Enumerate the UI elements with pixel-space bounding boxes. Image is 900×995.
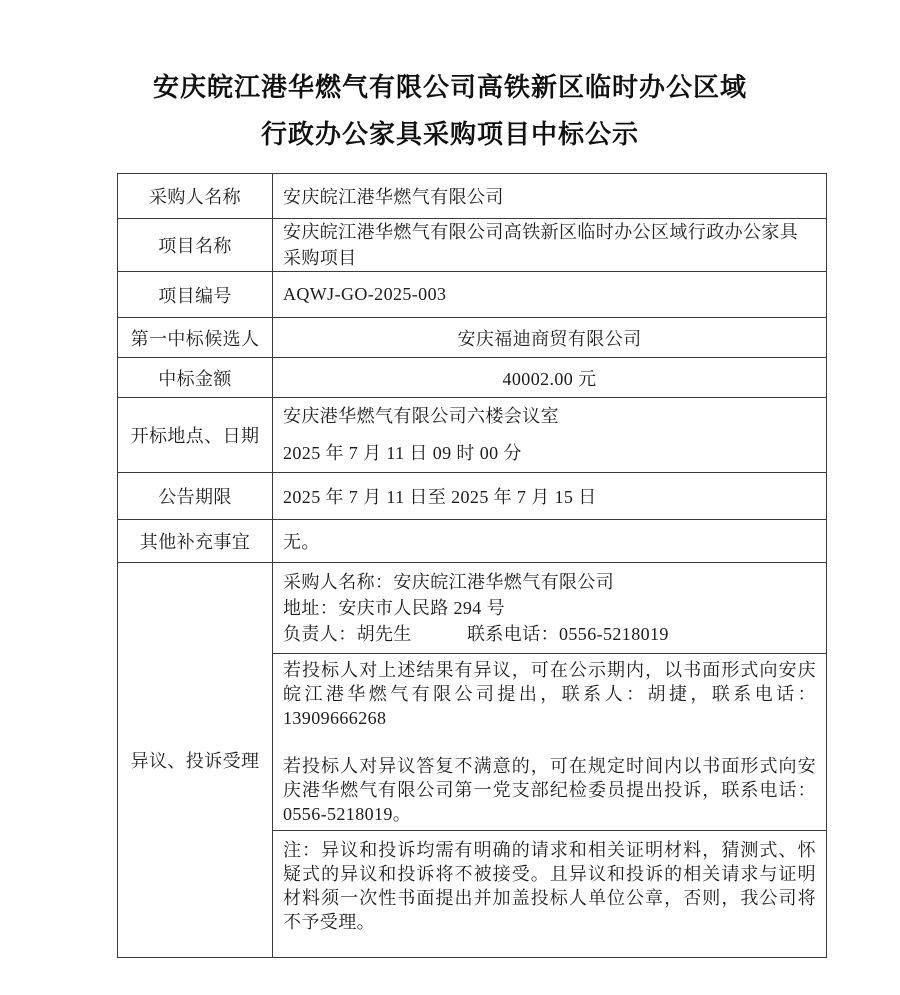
row-value-objection-contact <box>273 563 827 654</box>
row-label-purchaser-name: 采购人名称 <box>118 174 273 219</box>
objection-procedure-paragraph-1: 若投标人对上述结果有异议，可在公示期内，以书面形式向安庆皖江港华燃气有限公司提出，联系人：胡捷，联系电话：13909666268 <box>283 660 816 728</box>
row-label-announcement-period: 公告期限 <box>118 473 273 520</box>
row-value-purchaser-name: 安庆皖江港华燃气有限公司 <box>273 174 827 219</box>
row-value-bid-opening <box>273 398 827 473</box>
table-row-purchaser-name <box>118 174 827 219</box>
objection-contact-address: 地址：安庆市人民路 294 号 <box>283 598 505 618</box>
bid-opening-datetime: 2025 年 7 月 11 日 09 时 00 分 <box>283 443 522 463</box>
objection-contact-person-phone: 负责人：胡先生 联系电话：0556-5218019 <box>283 624 669 644</box>
row-label-first-winning-candidate: 第一中标候选人 <box>118 318 273 358</box>
row-value-first-winning-candidate: 安庆福迪商贸有限公司 <box>273 318 827 358</box>
row-value-objection-procedure <box>273 654 827 831</box>
page-title-line2: 行政办公家具采购项目中标公示 <box>260 120 639 149</box>
row-value-objection-note: 注：异议和投诉均需有明确的请求和相关证明材料，猜测式、怀疑式的异议和投诉将不被接受。且异议和投诉的相关请求与证明材料须一次性书面提出并加盖投标人单位公章，否则，我公司将不予受理。 <box>273 831 827 958</box>
table-row-winning-amount <box>118 358 827 398</box>
row-value-project-number: AQWJ-GO-2025-003 <box>273 272 827 318</box>
table-row-project-name <box>118 219 827 272</box>
table-row-objection-contact <box>118 563 827 654</box>
row-label-objection-handling: 异议、投诉受理 <box>118 563 273 958</box>
objection-contact-purchaser: 采购人名称：安庆皖江港华燃气有限公司 <box>283 572 615 592</box>
row-label-other-matters: 其他补充事宜 <box>118 520 273 563</box>
row-value-announcement-period: 2025 年 7 月 11 日至 2025 年 7 月 15 日 <box>273 473 827 520</box>
table-row-announcement-period <box>118 473 827 520</box>
row-value-project-name: 安庆皖江港华燃气有限公司高铁新区临时办公区域行政办公家具采购项目 <box>273 219 827 272</box>
announcement-table <box>117 173 827 958</box>
table-row-first-winning-candidate <box>118 318 827 358</box>
table-row-project-number <box>118 272 827 318</box>
row-value-winning-amount: 40002.00 元 <box>273 358 827 398</box>
row-label-project-number: 项目编号 <box>118 272 273 318</box>
objection-procedure-paragraph-2: 若投标人对异议答复不满意的，可在规定时间内以书面形式向安庆港华燃气有限公司第一党支部纪检委员提出投诉，联系电话：0556-5218019。 <box>283 756 816 824</box>
row-value-other-matters: 无。 <box>273 520 827 563</box>
page-title <box>0 64 900 158</box>
bid-opening-place: 安庆港华燃气有限公司六楼会议室 <box>283 406 559 426</box>
table-row-bid-opening <box>118 398 827 473</box>
row-label-winning-amount: 中标金额 <box>118 358 273 398</box>
row-label-project-name: 项目名称 <box>118 219 273 272</box>
page-title-line1: 安庆皖江港华燃气有限公司高铁新区临时办公区域 <box>152 73 747 102</box>
row-label-bid-opening: 开标地点、日期 <box>118 398 273 473</box>
table-row-other-matters <box>118 520 827 563</box>
